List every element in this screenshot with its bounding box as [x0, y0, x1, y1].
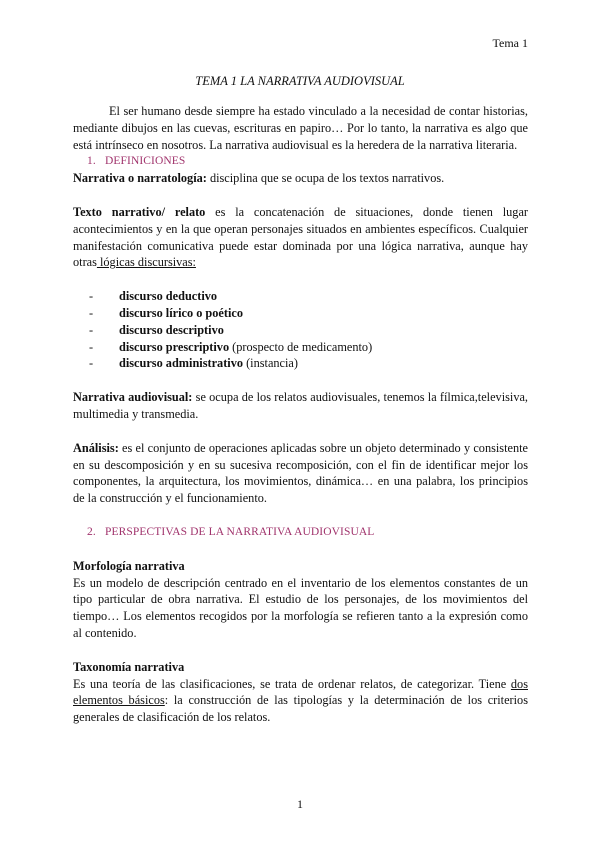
subheading-morfologia: Morfología narrativa: [73, 558, 185, 573]
definition-narrativa: [73, 170, 528, 187]
list-item-term: discurso lírico o poético: [119, 305, 243, 320]
paragraph-morfologia: Es un modelo de descripción centrado en el inventario de los elementos constantes de un tipo particular de obra narrativa. El estudio de los personajes, de los movimientos del tiempo… Los elementos recogidos por la morfología se refieren tanto a la expresión como al contenido.: [73, 575, 528, 640]
list-item-extra: (prospecto de medicamento): [229, 339, 373, 354]
list-item-term: discurso deductivo: [119, 289, 218, 304]
list-bullet: -: [89, 305, 94, 320]
list-item: [73, 322, 528, 339]
list-item-term: discurso administrativo: [119, 356, 244, 371]
section-title: DEFINICIONES: [105, 155, 186, 168]
document-title: TEMA 1 LA NARRATIVA AUDIOVISUAL: [195, 74, 405, 88]
list-item: [73, 288, 528, 305]
definition-text: es el conjunto de operaciones aplicadas sobre un objeto determinado y consistente en su descomposición y en su sucesiva recomposición, con el fin de identificar mejor los componentes, la arquitectura, los movimientos, dinámica… en una palabra, los principios de la construcción y el funcionamiento.: [73, 440, 528, 506]
definition-term: Texto narrativo/ relato: [73, 204, 206, 219]
definition-narrativa-audiovisual: [73, 389, 528, 423]
discursos-list: [73, 288, 528, 372]
list-item: [73, 305, 528, 322]
definition-text: es la concatenación de situaciones, donde tienen lugar acontecimientos y en la que operan personajes situados en ambientes específicos. Cualquier manifestación comunicativa puede estar dominada por una lógica narrativa, aunque hay otras: [73, 204, 528, 270]
definition-term: Narrativa o narratología:: [73, 171, 207, 186]
section-title: PERSPECTIVAS DE LA NARRATIVA AUDIOVISUAL: [105, 525, 375, 538]
paragraph-taxonomia: [73, 676, 528, 726]
list-item-extra: (instancia): [243, 356, 298, 371]
list-item-term: discurso prescriptivo: [119, 339, 230, 354]
list-bullet: -: [89, 289, 94, 304]
section-heading-perspectivas: [73, 524, 528, 541]
page-header: Tema 1: [492, 36, 528, 50]
list-bullet: -: [89, 339, 94, 354]
definition-term: Análisis:: [73, 440, 119, 455]
list-bullet: -: [89, 356, 94, 371]
section-number: 2.: [87, 525, 96, 538]
subheading-taxonomia: Taxonomía narrativa: [73, 659, 185, 674]
link-dos-elementos-basicos[interactable]: dos elementos básicos: [73, 676, 528, 708]
definition-term: Narrativa audiovisual:: [73, 390, 193, 405]
list-item-term: discurso descriptivo: [119, 322, 224, 337]
list-item: [73, 355, 528, 372]
paragraph-text: : la construcción de las tipologías y la determinación de los criterios generales de clasificación de los relatos.: [73, 693, 528, 725]
list-item: [73, 339, 528, 356]
document-body: [73, 103, 528, 726]
definition-text: se ocupa de los relatos audiovisuales, tenemos la fílmica,televisiva, multimedia y transmedia.: [73, 390, 529, 421]
intro-paragraph: El ser humano desde siempre ha estado vinculado a la necesidad de contar historias, mediante dibujos en las cuevas, escrituras en papiro… Por lo tanto, la narrativa es algo que está intrínseco en nosotros. La narrativa audiovisual es la heredera de la narrativa literaria.: [73, 104, 528, 152]
paragraph-text: Es una teoría de las clasificaciones, se trata de ordenar relatos, de categorizar. Tiene: [73, 676, 511, 691]
definition-text: disciplina que se ocupa de los textos narrativos.: [206, 171, 445, 186]
section-heading-definiciones: [73, 153, 528, 170]
definition-analisis: [73, 440, 528, 507]
definition-texto-narrativo: [73, 204, 528, 271]
list-bullet: -: [89, 322, 94, 337]
link-logicas-discursivas[interactable]: lógicas discursivas:: [96, 255, 196, 270]
section-number: 1.: [87, 155, 96, 168]
page-number: 1: [297, 797, 303, 811]
